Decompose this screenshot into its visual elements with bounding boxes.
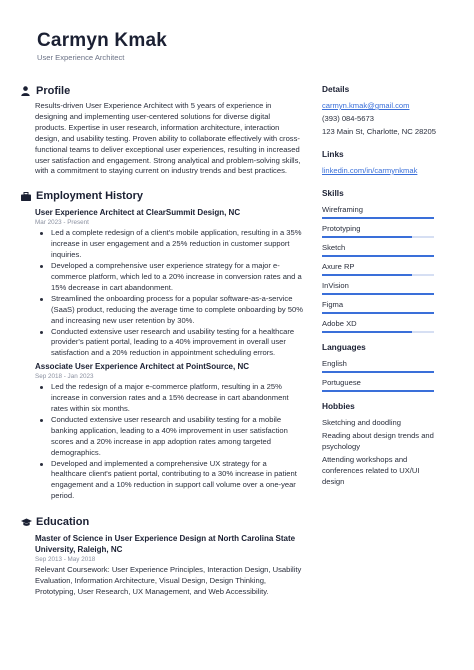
links-section [322,149,436,176]
language-item [322,358,436,373]
skill-bar-fill [322,255,434,257]
education-heading: Education [36,516,90,529]
sidebar-column [322,84,436,487]
job-bullet: Streamlined the onboarding process for a popular software-as-a-service (SaaS) product, reducing the average time to complete onboarding by 50% and increasing new user retention by 30%. [35,294,303,327]
skills-heading: Skills [322,188,344,198]
candidate-name: Carmyn Kmak [37,30,167,51]
briefcase-icon [21,189,35,203]
skill-label: Adobe XD [322,319,357,328]
education-dates: Sep 2013 - May 2018 [35,556,96,564]
language-bar-fill [322,371,434,373]
skill-bar-fill [322,312,434,314]
language-label: English [322,359,347,368]
details-heading: Details [322,84,350,94]
skills-list [322,204,436,333]
job-title: Associate User Experience Architect at PointSource, NC [35,362,249,372]
job-bullet: Led the redesign of a major e-commerce platform, resulting in a 25% increase in conversion rates and a 15% decrease in cart abandonment rates within six months. [35,382,303,415]
job-title: User Experience Architect at ClearSummit Design, NC [35,208,241,218]
details-section [322,84,436,137]
phone-number: (393) 084-5673 [322,114,374,123]
skill-bar-fill [322,293,434,295]
job-bullet: Developed and implemented a comprehensive UX strategy for a healthcare client's patient portal, contributing to a 30% increase in patient engagement and a 10% reduction in support call volume over a one-year period. [35,459,303,503]
skill-label: Wireframing [322,205,363,214]
education-section [21,515,303,598]
skill-label: Prototyping [322,224,361,233]
languages-heading: Languages [322,342,366,352]
job-entry [35,207,303,359]
skill-bar [322,312,434,314]
linkedin-link[interactable]: linkedin.com/in/carmynkmak [322,166,418,175]
skill-bar-fill [322,217,434,219]
profile-section [21,84,303,177]
skill-label: Sketch [322,243,346,252]
skill-item [322,318,436,333]
profile-summary: Results-driven User Experience Architect with 5 years of experience in designing and implementing user-centered solutions for diverse digital products. Expertise in user research, information architecture, interaction design, and usability testing. Proven ability to collaborate effectively with cross-functional teams to deliver exceptional user experiences, resulting in increased user satisfaction and engagement. Strong analytical and problem-solving skills, with a commitment to staying current on industry trends and best practices. [35,101,301,176]
job-bullet: Led a complete redesign of a client's mobile application, resulting in a 35% increase in user engagement and a 25% reduction in customer support inquiries. [35,228,303,261]
skill-bar [322,274,434,276]
skill-item [322,261,436,276]
skill-bar [322,255,434,257]
job-bullet: Conducted extensive user research and usability testing for a healthcare provider's patient portal, leading to a 40% improvement in overall user satisfaction and a 20% reduction in appointment scheduling errors. [35,327,303,360]
skill-item [322,299,436,314]
candidate-title: User Experience Architect [37,53,125,62]
job-dates: Sep 2018 - Jan 2023 [35,373,94,381]
main-column [21,84,303,598]
skill-bar-fill [322,331,412,333]
language-item [322,377,436,392]
employment-heading-row [21,189,303,203]
hobbies-section [322,401,436,487]
skill-label: InVision [322,281,349,290]
skill-bar-fill [322,236,412,238]
language-bar-fill [322,390,434,392]
skill-bar [322,217,434,219]
job-bullet: Conducted extensive user research and usability testing for a mobile banking application, leading to a 40% improvement in user satisfaction scores and a 20% increase in app adoption rates among targeted demographics. [35,415,303,459]
profile-heading-row [21,84,303,98]
employment-section [21,189,303,502]
hobby-item: Reading about design trends and psychology [322,431,434,451]
job-bullets [35,228,303,359]
skills-section [322,188,436,333]
languages-section [322,342,436,392]
skill-label: Figma [322,300,344,309]
hobby-item: Attending workshops and conferences related to UX/UI design [322,455,420,486]
profile-heading: Profile [36,85,71,97]
degree-title: Master of Science in User Experience Design at North Carolina State University, Raleigh, NC [35,534,296,555]
hobby-item: Sketching and doodling [322,418,401,427]
job-entry [35,361,303,502]
language-bar [322,371,434,373]
job-bullets [35,382,303,502]
skill-item [322,280,436,295]
address: 123 Main St, Charlotte, NC 28205 [322,127,436,136]
skill-item [322,242,436,257]
education-entry [35,533,303,598]
skill-label: Axure RP [322,262,355,271]
links-heading: Links [322,149,344,159]
language-bar [322,390,434,392]
graduation-cap-icon [21,515,35,529]
email-link[interactable]: carmyn.kmak@gmail.com [322,101,410,110]
skill-item [322,223,436,238]
job-bullet: Developed a comprehensive user experience strategy for a major e-commerce platform, which led to a 20% increase in conversion rates and a 15% decrease in cart abandonment. [35,261,303,294]
job-dates: Mar 2023 - Present [35,219,89,227]
language-label: Portuguese [322,378,361,387]
skill-bar [322,331,434,333]
coursework: Relevant Coursework: User Experience Principles, Interaction Design, Usability Evaluation, Information Architecture, Visual Design, Design Thinking, Prototyping, User Research, UX Management, and Web Accessibility. [35,565,302,596]
education-heading-row [21,515,303,529]
hobbies-heading: Hobbies [322,401,355,411]
employment-heading: Employment History [36,190,143,203]
resume-header [37,30,167,62]
skill-bar [322,236,434,238]
skill-bar [322,293,434,295]
skill-item [322,204,436,219]
skill-bar-fill [322,274,412,276]
person-icon [21,84,35,98]
